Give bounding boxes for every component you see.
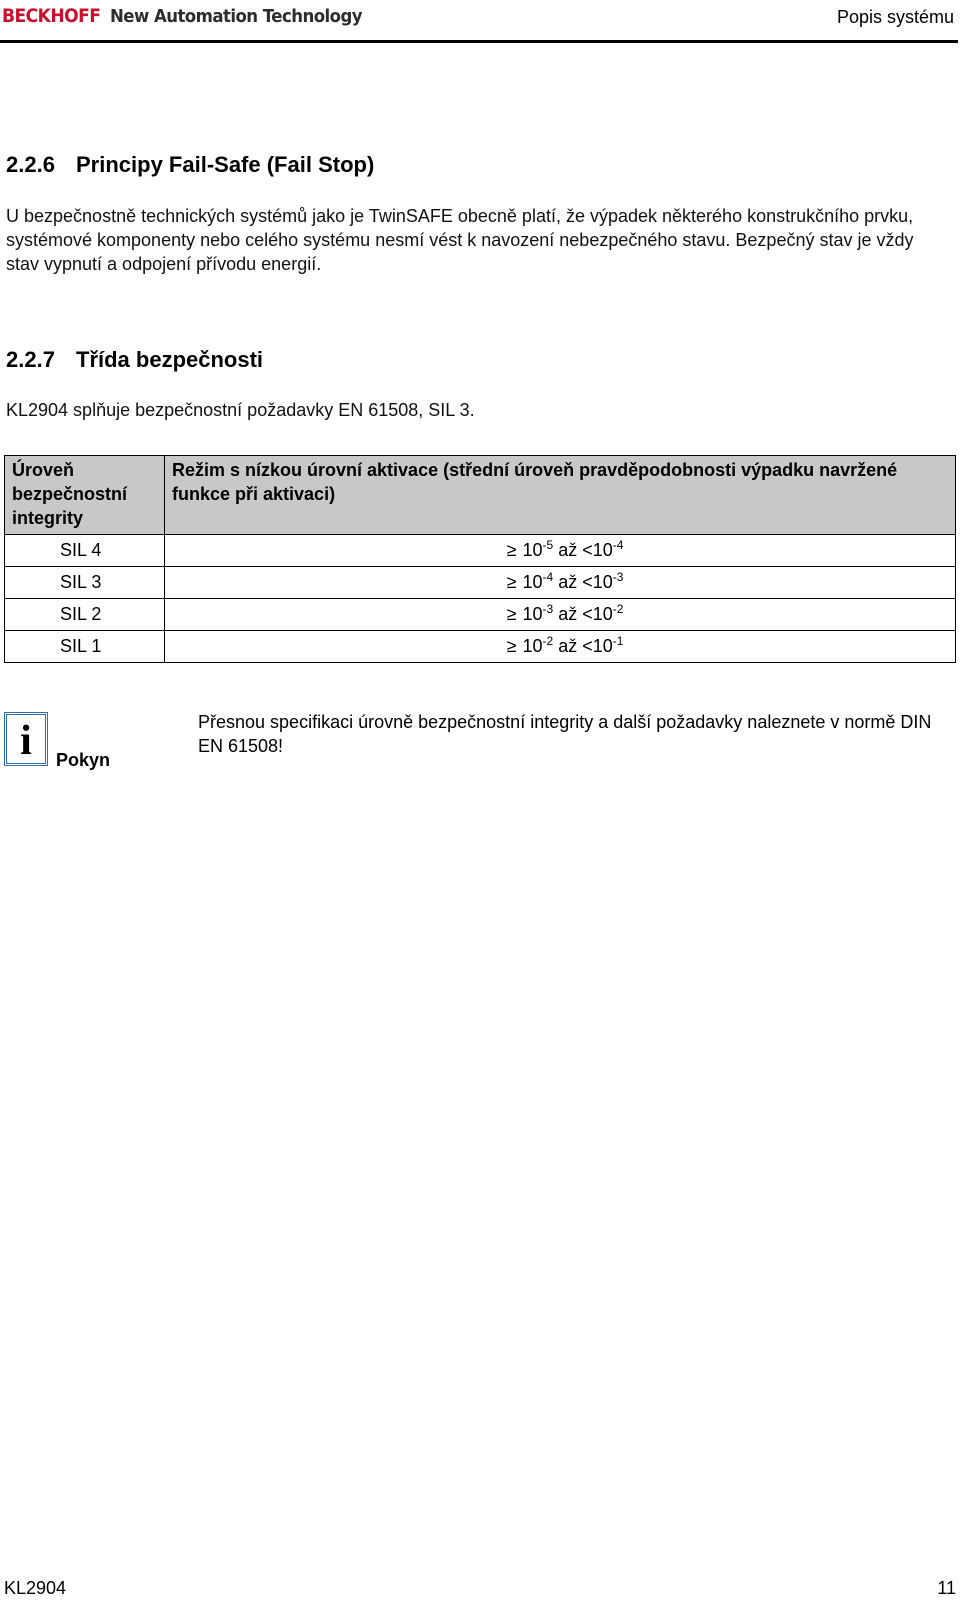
section-title: Principy Fail-Safe (Fail Stop) [76,152,375,177]
info-icon [4,712,48,766]
probability-range-cell: ≥ $10^{-4}$ až $<10^{-3}$ [165,567,956,599]
note-label: Pokyn [56,750,111,770]
sil-level-cell: SIL 1 [5,631,165,663]
greater-equal-symbol: ≥ [506,636,517,656]
header-cell-level: Úroveň bezpečnostní integrity [5,456,165,535]
probability-range-cell: ≥ $10^{-5}$ až $<10^{-4}$ [165,535,956,567]
table-header-row [5,456,956,535]
beckhoff-logo [2,5,384,27]
sil-table [4,455,956,663]
logo-tagline: New Automation Technology [109,6,362,27]
greater-equal-symbol: ≥ [506,604,517,624]
probability-range-cell: ≥ $10^{-2}$ až $<10^{-1}$ [165,631,956,663]
table-row [5,631,956,663]
page-header [0,0,960,44]
note-text: Přesnou specifikaci úrovně bezpečnostní integrity a další požadavky naleznete v normě DIN EN 61508! [198,712,932,756]
sil-level-cell: SIL 3 [5,567,165,599]
table-row [5,599,956,631]
section-number: 2.2.7 [6,347,55,372]
section-paragraph-fail-safe: U bezpečnostně technických systémů jako je TwinSAFE obecně platí, že výpadek některého konstrukčního prvku, systémové komponenty nebo celého systému nesmí vést k navození nebezpečného stavu. Bezpečný stav je vždy stav vypnutí a odpojení přívodu energií. [6,206,914,274]
section-name: Popis systému [836,7,954,27]
table-row [5,567,956,599]
sil-level-cell: SIL 2 [5,599,165,631]
section-number: 2.2.6 [6,152,55,177]
footer-product: KL2904 [4,1578,67,1598]
footer-page-number: 11 [937,1578,956,1598]
table-row [5,535,956,567]
section-heading-safety-class [6,347,263,373]
greater-equal-symbol: ≥ [506,540,517,560]
section-paragraph-safety-class: KL2904 splňuje bezpečnostní požadavky EN 61508, SIL 3. [6,400,475,420]
probability-range-cell: ≥ $10^{-3}$ až $<10^{-2}$ [165,599,956,631]
logo-brand: BECKHOFF [2,5,101,27]
section-heading-fail-safe [6,152,374,178]
header-cell-mode: Režim s nízkou úrovní aktivace (střední úroveň pravděpodobnosti výpadku navržené funkce při aktivaci) [165,456,956,535]
greater-equal-symbol: ≥ [506,572,517,592]
header-divider [0,40,958,43]
info-icon-glyph: i [20,718,32,764]
section-title: Třída bezpečnosti [76,347,264,372]
sil-level-cell: SIL 4 [5,535,165,567]
